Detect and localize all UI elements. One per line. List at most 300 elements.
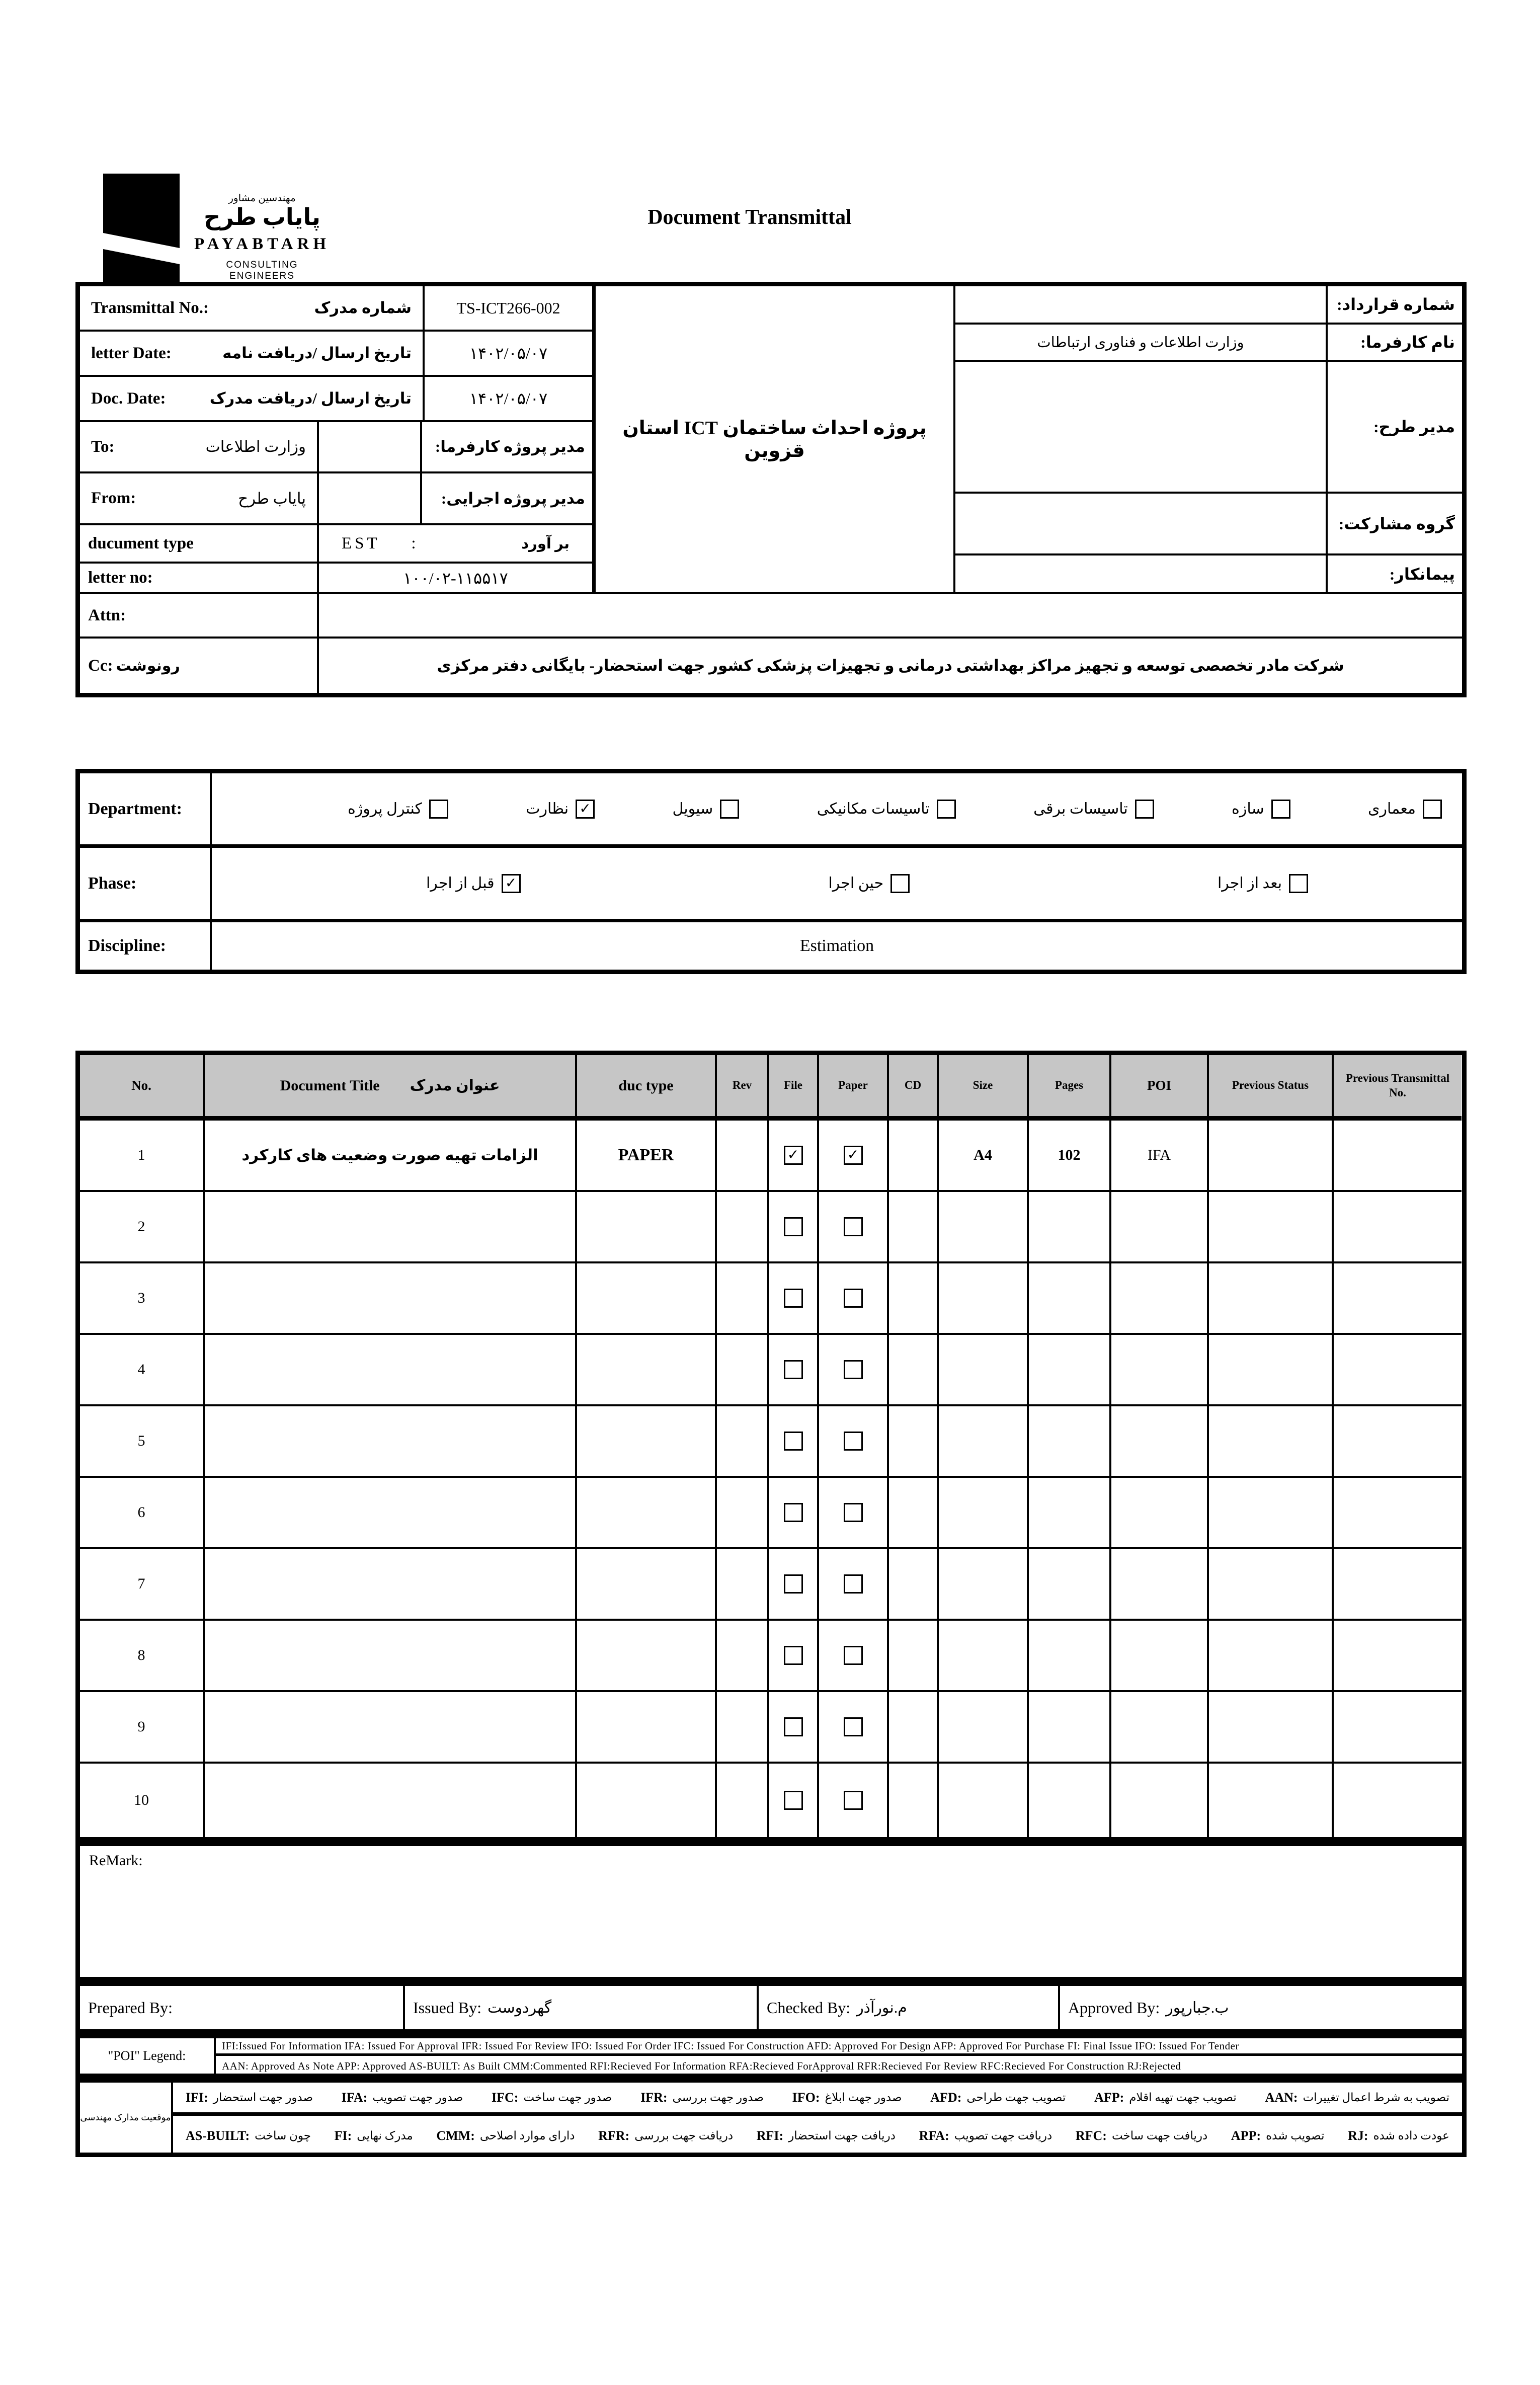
doc-no: 7 bbox=[80, 1549, 205, 1621]
doc-file-cell bbox=[769, 1621, 819, 1692]
company-logo bbox=[103, 174, 340, 287]
doc-pages bbox=[1029, 1192, 1111, 1263]
file-checkbox[interactable] bbox=[784, 1574, 803, 1594]
doc-size bbox=[939, 1692, 1029, 1764]
doc-title bbox=[205, 1406, 577, 1478]
header-no: No. bbox=[80, 1055, 205, 1121]
issued-by-cell bbox=[405, 1986, 759, 2029]
doc-title bbox=[205, 1692, 577, 1764]
value-text: TS-ICT266-002 bbox=[456, 298, 560, 317]
legend-code: IFO: bbox=[792, 2090, 820, 2105]
checkbox-before-execution[interactable]: ✓ bbox=[502, 874, 521, 893]
doc-duc-type bbox=[577, 1549, 717, 1621]
doc-prev-transmittal bbox=[1334, 1121, 1462, 1192]
label-fa: نام کارفرما: bbox=[1360, 333, 1455, 351]
doc-type-code bbox=[342, 534, 419, 553]
header-rev: Rev bbox=[717, 1055, 769, 1121]
document-type-value bbox=[319, 525, 596, 564]
doc-date-label bbox=[80, 377, 425, 422]
legend-item bbox=[1094, 2090, 1237, 2105]
legend-fa: دریافت جهت تصویب bbox=[954, 2129, 1052, 2142]
doc-rev bbox=[717, 1621, 769, 1692]
doc-duc-type bbox=[577, 1335, 717, 1406]
logo-en-name: PAYABTARH bbox=[194, 234, 331, 253]
doc-paper-cell bbox=[819, 1121, 889, 1192]
doc-prev-status bbox=[1209, 1406, 1334, 1478]
option-label: حین اجرا bbox=[828, 875, 884, 892]
label-en: ducument type bbox=[88, 534, 194, 552]
fa-legend-line2 bbox=[173, 2119, 1462, 2153]
phase-option bbox=[1218, 874, 1308, 893]
department-option bbox=[348, 800, 448, 819]
legend-item bbox=[792, 2090, 902, 2105]
doc-title bbox=[205, 1335, 577, 1406]
header-poi: POI bbox=[1111, 1055, 1209, 1121]
doc-prev-status bbox=[1209, 1764, 1334, 1837]
doc-poi bbox=[1111, 1764, 1209, 1837]
signature-row bbox=[75, 1981, 1467, 2034]
label-en: Discipline: bbox=[88, 936, 166, 955]
option-label: کنترل پروژه bbox=[348, 801, 422, 817]
doc-duc-type bbox=[577, 1406, 717, 1478]
label-fa: تاریخ ارسال /دریافت نامه bbox=[222, 344, 412, 362]
option-label: بعد از اجرا bbox=[1217, 875, 1282, 892]
value-text: ۱۴۰۲/۰۵/۰۷ bbox=[469, 344, 548, 362]
checked-by-label: Checked By: bbox=[767, 1998, 851, 2017]
doc-prev-status bbox=[1209, 1692, 1334, 1764]
header-pages: Pages bbox=[1029, 1055, 1111, 1121]
label-en: letter no: bbox=[88, 569, 153, 587]
doc-prev-transmittal bbox=[1334, 1406, 1462, 1478]
approved-by-name: ب.جبارپور bbox=[1166, 1999, 1229, 2016]
legend-code: RFA: bbox=[919, 2128, 949, 2143]
doc-paper-cell bbox=[819, 1549, 889, 1621]
cc-value bbox=[319, 639, 1462, 693]
doc-pages bbox=[1029, 1621, 1111, 1692]
document-type-label bbox=[80, 525, 319, 564]
fa-legend-line1 bbox=[173, 2083, 1462, 2116]
contractor-label bbox=[1328, 555, 1462, 594]
label-en: Phase: bbox=[88, 873, 137, 893]
legend-code: AS-BUILT: bbox=[186, 2128, 250, 2143]
side-label-text: موقعیت مدارک مهندسی bbox=[80, 2112, 171, 2122]
doc-prev-transmittal bbox=[1334, 1192, 1462, 1263]
legend-fa: تصویب جهت تهیه اقلام bbox=[1129, 2091, 1237, 2104]
doc-type-fa: بر آورد bbox=[521, 535, 570, 552]
contract-no-label bbox=[1328, 286, 1462, 325]
approved-by-label: Approved By: bbox=[1068, 1998, 1160, 2017]
checkbox-during-execution[interactable] bbox=[890, 874, 910, 893]
doc-cd bbox=[889, 1692, 939, 1764]
doc-prev-status bbox=[1209, 1121, 1334, 1192]
header-title-fa: عنوان مدرک bbox=[410, 1077, 500, 1094]
label-fa: مدیر پروژه اجرایی: bbox=[441, 489, 585, 507]
file-checkbox[interactable] bbox=[784, 1432, 803, 1451]
value-text: ۱۴۰۲/۰۵/۰۷ bbox=[469, 389, 548, 408]
value-text: ۱۰۰/۰۲-۱۱۵۵۱۷ bbox=[403, 569, 508, 587]
file-checkbox[interactable] bbox=[784, 1360, 803, 1379]
doc-rev bbox=[717, 1406, 769, 1478]
poi-legend-line1 bbox=[216, 2038, 1462, 2056]
department-options bbox=[212, 773, 1462, 848]
poi-legend-label: "POI" Legend: bbox=[80, 2038, 216, 2074]
legend-code: AFP: bbox=[1094, 2090, 1124, 2105]
legend-item bbox=[342, 2090, 463, 2105]
code-sep: : bbox=[411, 534, 419, 552]
legend-code: RJ: bbox=[1348, 2128, 1368, 2143]
doc-no: 4 bbox=[80, 1335, 205, 1406]
doc-date-value bbox=[425, 377, 596, 422]
approved-by-cell bbox=[1060, 1986, 1462, 2029]
doc-rev bbox=[717, 1263, 769, 1335]
doc-prev-transmittal bbox=[1334, 1621, 1462, 1692]
label-en: Attn: bbox=[88, 606, 126, 624]
legend-item bbox=[1265, 2090, 1449, 2105]
remark-box bbox=[75, 1842, 1467, 1981]
doc-cd bbox=[889, 1621, 939, 1692]
doc-pages bbox=[1029, 1263, 1111, 1335]
legend-fa: دریافت جهت استحضار bbox=[788, 2129, 896, 2142]
legend-fa: چون ساخت bbox=[255, 2129, 311, 2142]
file-checkbox[interactable] bbox=[784, 1791, 803, 1810]
doc-poi bbox=[1111, 1192, 1209, 1263]
phase-option bbox=[426, 874, 521, 893]
file-checkbox[interactable] bbox=[784, 1289, 803, 1308]
department-option bbox=[1232, 800, 1290, 819]
doc-prev-transmittal bbox=[1334, 1549, 1462, 1621]
issued-by-label: Issued By: bbox=[413, 1998, 481, 2017]
code-text: EST bbox=[342, 534, 380, 552]
checkbox-supervision[interactable]: ✓ bbox=[576, 800, 595, 819]
header-cd: CD bbox=[889, 1055, 939, 1121]
doc-pages bbox=[1029, 1406, 1111, 1478]
value-text: Estimation bbox=[799, 936, 874, 955]
checkbox-electrical[interactable] bbox=[1135, 800, 1154, 819]
doc-pages: 102 bbox=[1029, 1121, 1111, 1192]
page-title: Document Transmittal bbox=[647, 206, 852, 229]
doc-cd bbox=[889, 1549, 939, 1621]
doc-no: 6 bbox=[80, 1478, 205, 1549]
doc-duc-type bbox=[577, 1764, 717, 1837]
doc-paper-cell bbox=[819, 1192, 889, 1263]
legend-code: APP: bbox=[1231, 2128, 1261, 2143]
logo-en-sub: CONSULTING ENGINEERS bbox=[226, 259, 298, 281]
label-en: Doc. Date: bbox=[91, 389, 166, 408]
classification-table bbox=[75, 769, 1467, 974]
label-en: letter Date: bbox=[91, 344, 172, 362]
file-checkbox[interactable] bbox=[784, 1503, 803, 1522]
label-fa: مدیر پروژه کارفرما: bbox=[435, 438, 585, 455]
doc-title bbox=[205, 1478, 577, 1549]
doc-file-cell bbox=[769, 1335, 819, 1406]
checkbox-mechanical[interactable] bbox=[937, 800, 956, 819]
doc-paper-cell bbox=[819, 1764, 889, 1837]
doc-no: 10 bbox=[80, 1764, 205, 1837]
executive-pm-label bbox=[422, 473, 596, 525]
doc-cd bbox=[889, 1478, 939, 1549]
header-prev-transmittal: Previous Transmittal No. bbox=[1334, 1055, 1462, 1121]
partnership-group-label bbox=[1328, 494, 1462, 555]
doc-pages bbox=[1029, 1549, 1111, 1621]
doc-poi: IFA bbox=[1111, 1121, 1209, 1192]
plan-manager-label bbox=[1328, 362, 1462, 494]
checkbox-project-control[interactable] bbox=[429, 800, 448, 819]
department-option bbox=[1033, 800, 1154, 819]
attn-label bbox=[80, 594, 319, 639]
doc-file-cell bbox=[769, 1549, 819, 1621]
phase-label bbox=[80, 848, 212, 922]
value-text: وزارت اطلاعات و فناوری ارتباطات bbox=[1037, 334, 1244, 351]
legend-fa: دارای موارد اصلاحی bbox=[479, 2129, 575, 2142]
to-value: وزارت اطلاعات bbox=[205, 438, 306, 455]
label-fa: شماره قرارداد: bbox=[1337, 295, 1455, 313]
checked-by-cell bbox=[759, 1986, 1060, 2029]
fa-legend-side-label bbox=[80, 2083, 173, 2153]
legend-code: AAN: bbox=[1265, 2090, 1298, 2105]
doc-prev-status bbox=[1209, 1621, 1334, 1692]
doc-size bbox=[939, 1406, 1029, 1478]
legend-text: IFI:Issued For Information IFA: Issued For Approval IFR: Issued For Review IFO: Issued For Order IFC: Issued For Construction AFD: Approved For Design AFP: Approved For Purchase FI: Final Issue IFO: Issued For Tender bbox=[222, 2039, 1239, 2052]
doc-size bbox=[939, 1263, 1029, 1335]
doc-prev-status bbox=[1209, 1478, 1334, 1549]
paper-checkbox[interactable] bbox=[844, 1503, 863, 1522]
department-option bbox=[526, 800, 595, 819]
doc-rev bbox=[717, 1692, 769, 1764]
paper-checkbox[interactable] bbox=[844, 1289, 863, 1308]
option-label: سازه bbox=[1232, 801, 1264, 817]
doc-no: 5 bbox=[80, 1406, 205, 1478]
option-label: تاسیسات مکانیکی bbox=[817, 801, 930, 817]
doc-poi bbox=[1111, 1335, 1209, 1406]
doc-size bbox=[939, 1549, 1029, 1621]
legend-code: AFD: bbox=[930, 2090, 962, 2105]
doc-cd bbox=[889, 1764, 939, 1837]
paper-checkbox[interactable] bbox=[844, 1217, 863, 1236]
to-field bbox=[80, 422, 319, 473]
doc-no: 2 bbox=[80, 1192, 205, 1263]
option-label: معماری bbox=[1368, 801, 1416, 817]
attn-value bbox=[319, 594, 1462, 639]
doc-title bbox=[205, 1121, 577, 1192]
doc-poi bbox=[1111, 1263, 1209, 1335]
project-title-cell bbox=[596, 286, 955, 594]
doc-rev bbox=[717, 1335, 769, 1406]
legend-item bbox=[492, 2090, 612, 2105]
from-value: پایاب طرح bbox=[238, 489, 306, 507]
doc-pages bbox=[1029, 1764, 1111, 1837]
file-checkbox[interactable] bbox=[784, 1717, 803, 1736]
option-label: سیویل bbox=[672, 801, 713, 817]
doc-prev-status bbox=[1209, 1192, 1334, 1263]
label-en: Department: bbox=[88, 799, 182, 818]
legend-fa: صدور جهت بررسی bbox=[672, 2091, 764, 2104]
doc-rev bbox=[717, 1549, 769, 1621]
label-fa: گروه مشارکت: bbox=[1338, 514, 1455, 533]
doc-title bbox=[205, 1549, 577, 1621]
label-fa: پیمانکار: bbox=[1389, 565, 1455, 583]
to-spacer-cell bbox=[319, 422, 422, 473]
header-prev-status: Previous Status bbox=[1209, 1055, 1334, 1121]
prepared-by-cell bbox=[80, 1986, 405, 2029]
doc-file-cell bbox=[769, 1121, 819, 1192]
cc-label bbox=[80, 639, 319, 693]
paper-checkbox[interactable] bbox=[844, 1646, 863, 1665]
checkbox-after-execution[interactable] bbox=[1289, 874, 1308, 893]
option-label: نظارت bbox=[526, 801, 569, 817]
cc-text: شرکت مادر تخصصی توسعه و تجهیز مراکز بهداشتی درمانی و تجهیزات پزشکی کشور جهت استحضار- بایگانی دفتر مرکزی bbox=[437, 657, 1344, 674]
letter-no-value bbox=[319, 564, 596, 594]
doc-size bbox=[939, 1192, 1029, 1263]
doc-file-cell bbox=[769, 1263, 819, 1335]
doc-cd bbox=[889, 1192, 939, 1263]
legend-item bbox=[757, 2128, 896, 2143]
doc-prev-transmittal bbox=[1334, 1764, 1462, 1837]
doc-title bbox=[205, 1192, 577, 1263]
doc-duc-type bbox=[577, 1192, 717, 1263]
header-title-en: Document Title bbox=[280, 1077, 380, 1094]
legend-code: RFI: bbox=[756, 2128, 784, 2143]
doc-size: A4 bbox=[939, 1121, 1029, 1192]
label-fa: مدیر طرح: bbox=[1373, 418, 1455, 436]
legend-item bbox=[436, 2128, 575, 2143]
doc-prev-transmittal bbox=[1334, 1478, 1462, 1549]
letter-date-label bbox=[80, 332, 425, 377]
doc-paper-cell bbox=[819, 1263, 889, 1335]
doc-poi bbox=[1111, 1549, 1209, 1621]
department-label bbox=[80, 773, 212, 848]
legend-fa: تصویب شده bbox=[1266, 2129, 1325, 2142]
doc-file-cell bbox=[769, 1192, 819, 1263]
paper-checkbox[interactable] bbox=[844, 1574, 863, 1594]
file-checkbox[interactable]: ✓ bbox=[784, 1146, 803, 1165]
option-label: قبل از اجرا bbox=[426, 875, 495, 892]
header-file: File bbox=[769, 1055, 819, 1121]
doc-title bbox=[205, 1621, 577, 1692]
paper-checkbox[interactable]: ✓ bbox=[844, 1146, 863, 1165]
phase-options bbox=[212, 848, 1462, 922]
doc-file-cell bbox=[769, 1406, 819, 1478]
department-option bbox=[673, 800, 740, 819]
prepared-by-label: Prepared By: bbox=[88, 1998, 173, 2017]
transmittal-info-table bbox=[75, 282, 1467, 697]
label-fa: رونوشت bbox=[116, 657, 180, 674]
doc-rev bbox=[717, 1478, 769, 1549]
document-list-table bbox=[75, 1051, 1467, 1842]
doc-paper-cell bbox=[819, 1335, 889, 1406]
legend-fa: صدور جهت استحضار bbox=[213, 2091, 313, 2104]
doc-prev-transmittal bbox=[1334, 1335, 1462, 1406]
doc-no: 8 bbox=[80, 1621, 205, 1692]
department-option bbox=[1368, 800, 1442, 819]
contractor-value bbox=[955, 555, 1328, 594]
remark-label: ReMark: bbox=[89, 1852, 143, 1869]
doc-no: 1 bbox=[80, 1121, 205, 1192]
doc-size bbox=[939, 1335, 1029, 1406]
doc-file-cell bbox=[769, 1764, 819, 1837]
label-en: From: bbox=[91, 489, 136, 507]
file-checkbox[interactable] bbox=[784, 1646, 803, 1665]
legend-item bbox=[186, 2090, 313, 2105]
doc-rev bbox=[717, 1764, 769, 1837]
doc-duc-type bbox=[577, 1478, 717, 1549]
transmittal-no-label bbox=[80, 286, 425, 332]
client-name-label bbox=[1328, 325, 1462, 362]
paper-checkbox[interactable] bbox=[844, 1360, 863, 1379]
doc-duc-type: PAPER bbox=[577, 1121, 717, 1192]
doc-prev-status bbox=[1209, 1335, 1334, 1406]
legend-code: RFC: bbox=[1075, 2128, 1107, 2143]
doc-pages bbox=[1029, 1478, 1111, 1549]
doc-prev-status bbox=[1209, 1263, 1334, 1335]
department-option bbox=[817, 800, 956, 819]
doc-paper-cell bbox=[819, 1692, 889, 1764]
logo-fa-big: پایاب طرح bbox=[204, 204, 320, 230]
legend-item bbox=[186, 2128, 311, 2143]
from-spacer-cell bbox=[319, 473, 422, 525]
doc-cd bbox=[889, 1406, 939, 1478]
doc-prev-transmittal bbox=[1334, 1263, 1462, 1335]
legend-item bbox=[598, 2128, 733, 2143]
doc-poi bbox=[1111, 1621, 1209, 1692]
legend-item bbox=[640, 2090, 764, 2105]
doc-rev bbox=[717, 1121, 769, 1192]
client-pm-label bbox=[422, 422, 596, 473]
doc-prev-status bbox=[1209, 1549, 1334, 1621]
checkbox-architecture[interactable] bbox=[1423, 800, 1442, 819]
doc-rev bbox=[717, 1192, 769, 1263]
doc-duc-type bbox=[577, 1263, 717, 1335]
legend-code: IFA: bbox=[341, 2090, 368, 2105]
transmittal-no-value bbox=[425, 286, 596, 332]
legend-code: IFI: bbox=[186, 2090, 208, 2105]
checkbox-civil[interactable] bbox=[720, 800, 739, 819]
doc-paper-cell bbox=[819, 1621, 889, 1692]
checked-by-name: م.نورآذر bbox=[856, 1999, 907, 2016]
legend-fa: صدور جهت تصویب bbox=[372, 2091, 463, 2104]
doc-cd bbox=[889, 1335, 939, 1406]
legend-code: RFR: bbox=[598, 2128, 630, 2143]
legend-item bbox=[335, 2128, 413, 2143]
letter-no-label bbox=[80, 564, 319, 594]
discipline-value bbox=[212, 922, 1462, 970]
file-checkbox[interactable] bbox=[784, 1217, 803, 1236]
legend-fa: عودت داده شده bbox=[1373, 2129, 1449, 2142]
paper-checkbox[interactable] bbox=[844, 1791, 863, 1810]
phase-option bbox=[828, 874, 910, 893]
label-en: Transmittal No.: bbox=[91, 298, 209, 317]
doc-size bbox=[939, 1621, 1029, 1692]
legend-fa: دریافت جهت ساخت bbox=[1111, 2129, 1208, 2142]
doc-size bbox=[939, 1764, 1029, 1837]
header-size: Size bbox=[939, 1055, 1029, 1121]
checkbox-structure[interactable] bbox=[1271, 800, 1290, 819]
paper-checkbox[interactable] bbox=[844, 1717, 863, 1736]
logo-fa-small: مهندسین مشاور bbox=[228, 193, 296, 204]
doc-pages bbox=[1029, 1692, 1111, 1764]
doc-no: 3 bbox=[80, 1263, 205, 1335]
paper-checkbox[interactable] bbox=[844, 1432, 863, 1451]
label-en: To: bbox=[91, 437, 115, 456]
legend-code: IFR: bbox=[640, 2090, 668, 2105]
letter-date-value bbox=[425, 332, 596, 377]
poi-legend-line2 bbox=[216, 2058, 1462, 2074]
doc-poi bbox=[1111, 1406, 1209, 1478]
discipline-label bbox=[80, 922, 212, 970]
legend-item bbox=[930, 2090, 1066, 2105]
doc-poi bbox=[1111, 1692, 1209, 1764]
header-duc-type: duc type bbox=[577, 1055, 717, 1121]
legend-code: CMM: bbox=[436, 2128, 475, 2143]
